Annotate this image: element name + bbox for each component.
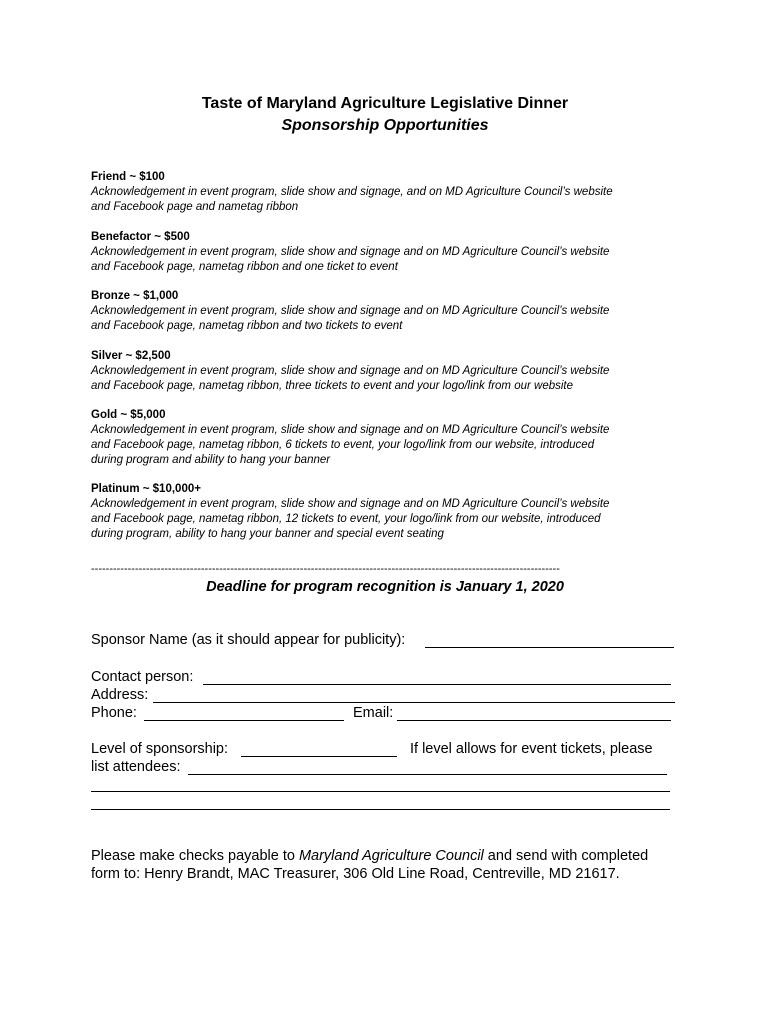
level-description-line: Acknowledgement in event program, slide show and signage, and on MD Agriculture Council’s website — [91, 186, 613, 198]
level-description-line: Acknowledgement in event program, slide show and signage and on MD Agriculture Council’s website — [91, 246, 610, 258]
level-description-line: Acknowledgement in event program, slide show and signage and on MD Agriculture Council’s website — [91, 365, 610, 377]
email-label: Email: — [353, 705, 394, 721]
dashed-separator: -------------------------------------------------------------------------------------------------------------------------------- — [91, 563, 560, 575]
level-platinum — [91, 482, 691, 542]
email-field[interactable] — [397, 720, 671, 721]
level-friend — [91, 170, 691, 215]
payment-address: form to: Henry Brandt, MAC Treasurer, 306 Old Line Road, Centreville, MD 21617. — [91, 866, 620, 882]
payment-suffix: and send with completed — [483, 848, 649, 864]
level-silver — [91, 349, 691, 394]
level-gold — [91, 408, 691, 468]
level-description-line: during program, ability to hang your banner and special event seating — [91, 528, 444, 540]
phone-label: Phone: — [91, 705, 137, 721]
sponsorship-level-field[interactable] — [241, 756, 397, 757]
level-name: Gold ~ $5,000 — [91, 409, 166, 421]
sponsor-name-label: Sponsor Name (as it should appear for publicity): — [91, 632, 406, 648]
level-bronze — [91, 289, 691, 334]
phone-field[interactable] — [144, 720, 344, 721]
level-description-line: during program and ability to hang your banner — [91, 454, 331, 466]
level-description-line: Acknowledgement in event program, slide show and signage and on MD Agriculture Council’s website — [91, 305, 610, 317]
level-name: Benefactor ~ $500 — [91, 231, 190, 243]
sponsorship-level-label: Level of sponsorship: — [91, 741, 229, 757]
level-description-line: and Facebook page, nametag ribbon and two tickets to event — [91, 320, 403, 332]
document-title: Taste of Maryland Agriculture Legislative Dinner — [201, 95, 569, 112]
level-description-line: Acknowledgement in event program, slide show and signage and on MD Agriculture Council’s website — [91, 498, 610, 510]
level-description-line: and Facebook page, nametag ribbon, 6 tickets to event, your logo/link from our website, introduced — [91, 439, 595, 451]
level-name: Friend ~ $100 — [91, 171, 165, 183]
address-field[interactable] — [153, 702, 675, 703]
level-description-line: and Facebook page and nametag ribbon — [91, 201, 299, 213]
contact-person-label: Contact person: — [91, 669, 194, 685]
level-description-line: Acknowledgement in event program, slide show and signage and on MD Agriculture Council’s website — [91, 424, 610, 436]
level-description-line: and Facebook page, nametag ribbon, 12 tickets to event, your logo/link from our website, introduced — [91, 513, 601, 525]
document-subtitle: Sponsorship Opportunities — [281, 117, 489, 134]
address-label: Address: — [91, 687, 149, 703]
deadline-notice: Deadline for program recognition is January 1, 2020 — [206, 579, 564, 595]
level-benefactor — [91, 230, 691, 275]
payee-name: Maryland Agriculture Council — [298, 848, 484, 864]
payment-instructions — [91, 847, 691, 865]
payment-prefix: Please make checks payable to — [91, 848, 299, 864]
attendees-field-line[interactable] — [91, 791, 670, 792]
attendees-field-line[interactable] — [91, 809, 670, 810]
sponsor-name-field[interactable] — [425, 647, 674, 648]
tickets-note: If level allows for event tickets, please — [410, 741, 653, 757]
level-name: Platinum ~ $10,000+ — [91, 483, 201, 495]
contact-person-field[interactable] — [203, 684, 671, 685]
level-description-line: and Facebook page, nametag ribbon and one ticket to event — [91, 261, 398, 273]
attendees-field[interactable] — [188, 774, 667, 775]
level-name: Bronze ~ $1,000 — [91, 290, 179, 302]
level-description-line: and Facebook page, nametag ribbon, three tickets to event and your logo/link from our website — [91, 380, 574, 392]
attendees-label: list attendees: — [91, 759, 181, 775]
level-name: Silver ~ $2,500 — [91, 350, 171, 362]
